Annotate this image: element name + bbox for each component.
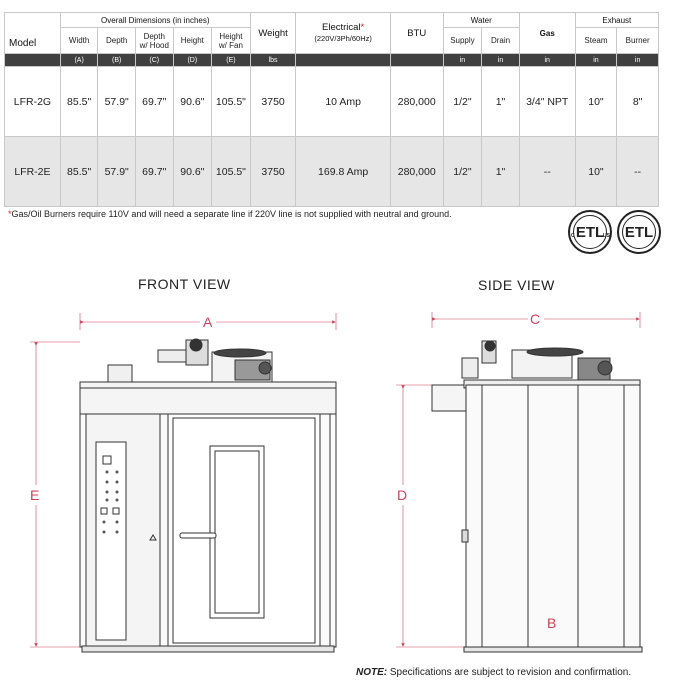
table-cell: 1/2" bbox=[443, 67, 482, 137]
depth-header: Depth bbox=[98, 28, 136, 54]
cetlus-certification-logo: ETL C US bbox=[568, 210, 612, 254]
burner-header: Burner bbox=[617, 28, 659, 54]
units-cell: in bbox=[519, 54, 575, 67]
units-cell: lbs bbox=[250, 54, 296, 67]
table-cell: 69.7" bbox=[135, 67, 173, 137]
table-cell: 10" bbox=[575, 137, 617, 207]
btu-header: BTU bbox=[390, 13, 443, 54]
table-cell: 3/4" NPT bbox=[519, 67, 575, 137]
width-header: Width bbox=[60, 28, 98, 54]
table-cell: 3750 bbox=[250, 137, 296, 207]
model-cell: LFR-2G bbox=[5, 67, 61, 137]
table-cell: 69.7" bbox=[135, 137, 173, 207]
front-view-drawing bbox=[30, 313, 336, 652]
dimension-e-label: E bbox=[30, 487, 40, 503]
height-header: Height bbox=[173, 28, 212, 54]
table-cell: 280,000 bbox=[390, 67, 443, 137]
side-view-drawing bbox=[396, 312, 642, 652]
table-cell: 90.6" bbox=[173, 67, 212, 137]
table-cell: 10" bbox=[575, 67, 617, 137]
revision-note: NOTE: Specifications are subject to revision and confirmation. bbox=[356, 667, 632, 678]
table-cell: 85.5" bbox=[60, 137, 98, 207]
dimension-d-label: D bbox=[397, 487, 408, 503]
gas-header: Gas bbox=[519, 13, 575, 54]
side-view-title: SIDE VIEW bbox=[478, 277, 555, 293]
table-cell: 105.5" bbox=[212, 67, 251, 137]
units-cell: (C) bbox=[135, 54, 173, 67]
supply-header: Supply bbox=[443, 28, 482, 54]
units-cell: (B) bbox=[98, 54, 136, 67]
gas-burner-note: *Gas/Oil Burners require 110V and will need a separate line if 220V line is not supplied with neutral and ground. bbox=[8, 209, 452, 219]
weight-header: Weight bbox=[250, 13, 296, 54]
table-cell: 57.9" bbox=[98, 137, 136, 207]
units-cell: in bbox=[443, 54, 482, 67]
water-header: Water bbox=[443, 13, 519, 28]
overall-dimensions-header: Overall Dimensions (in inches) bbox=[60, 13, 250, 28]
dimension-c-label: C bbox=[530, 311, 541, 327]
table-cell: 105.5" bbox=[212, 137, 251, 207]
table-cell: 1" bbox=[482, 67, 520, 137]
front-view-title: FRONT VIEW bbox=[138, 276, 231, 292]
model-header: Model bbox=[5, 13, 61, 54]
units-cell: in bbox=[575, 54, 617, 67]
table-cell: 90.6" bbox=[173, 137, 212, 207]
electrical-header: Electrical* (220V/3Ph/60Hz) bbox=[296, 13, 390, 54]
table-cell: 8" bbox=[617, 67, 659, 137]
drain-header: Drain bbox=[482, 28, 520, 54]
table-cell: -- bbox=[519, 137, 575, 207]
table-cell: 57.9" bbox=[98, 67, 136, 137]
units-cell: (E) bbox=[212, 54, 251, 67]
etl-certification-logo: ETL bbox=[617, 210, 661, 254]
table-cell: 10 Amp bbox=[296, 67, 390, 137]
table-cell: 85.5" bbox=[60, 67, 98, 137]
table-cell: 3750 bbox=[250, 67, 296, 137]
depth-hood-header: Depth w/ Hood bbox=[135, 28, 173, 54]
table-cell: -- bbox=[617, 137, 659, 207]
dimension-b-label: B bbox=[547, 615, 557, 631]
table-cell: 169.8 Amp bbox=[296, 137, 390, 207]
table-cell: 1/2" bbox=[443, 137, 482, 207]
dimension-d-line bbox=[396, 385, 470, 647]
steam-header: Steam bbox=[575, 28, 617, 54]
units-cell: (D) bbox=[173, 54, 212, 67]
dimension-a-label: A bbox=[203, 314, 213, 330]
table-cell: 1" bbox=[482, 137, 520, 207]
height-fan-header: Height w/ Fan bbox=[212, 28, 251, 54]
table-cell: 280,000 bbox=[390, 137, 443, 207]
exhaust-header: Exhaust bbox=[575, 13, 658, 28]
units-cell: in bbox=[617, 54, 659, 67]
units-cell: in bbox=[482, 54, 520, 67]
units-cell: (A) bbox=[60, 54, 98, 67]
model-cell: LFR-2E bbox=[5, 137, 61, 207]
